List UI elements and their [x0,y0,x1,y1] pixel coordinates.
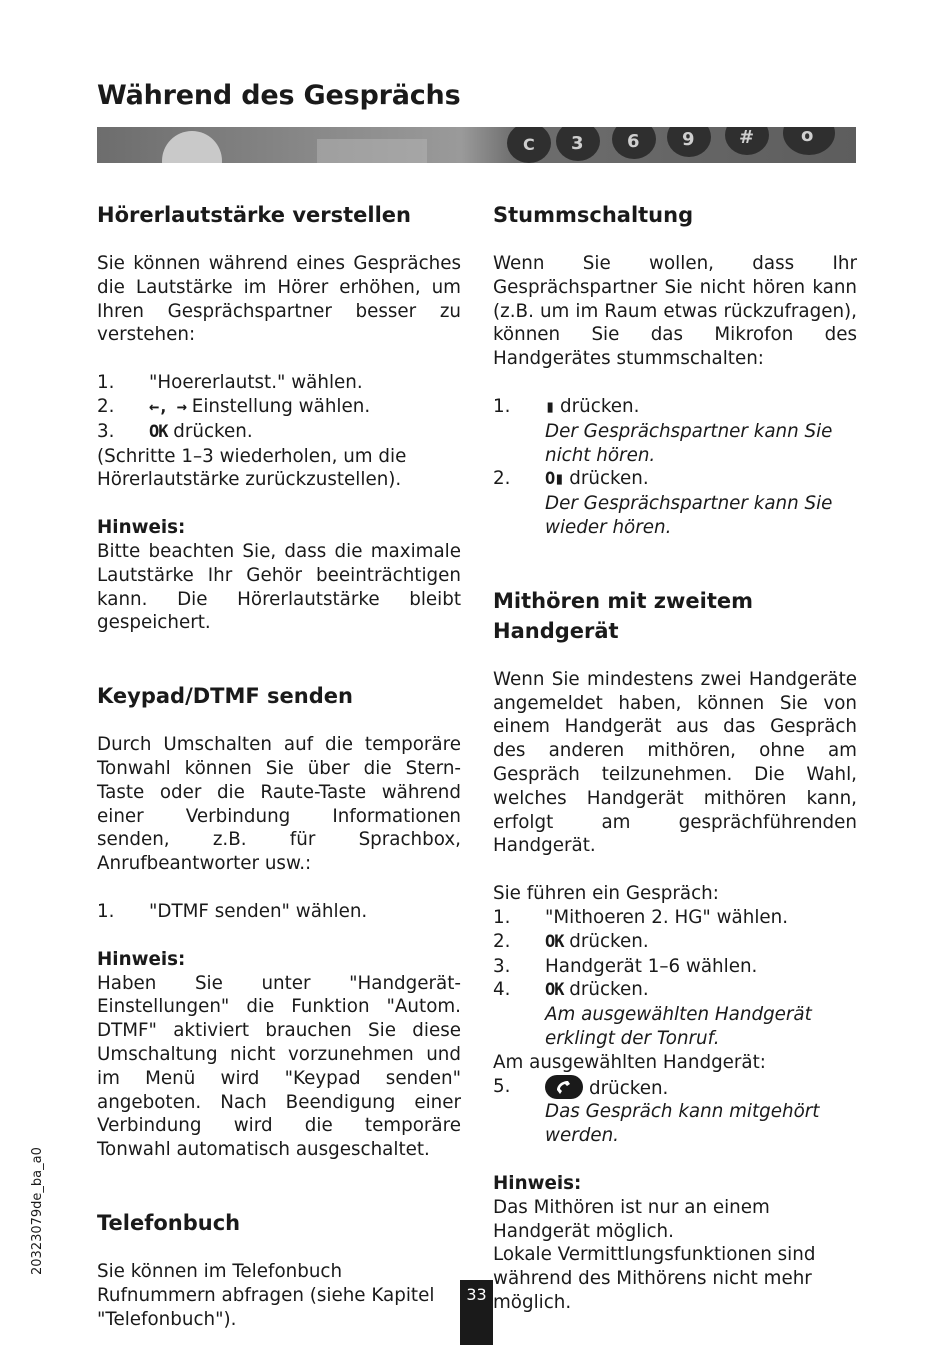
mithoeren-intro: Wenn Sie mindestens zwei Handgeräte angemeldet haben, können Sie von einem Handgerät aus das Gespräch des anderen mithören, ohne am Gespräch teilzunehmen. Die Wahl, welches Handgerät mithören kann, erfolgt am gesprächführenden Handgerät. [493,668,857,857]
list-item: 3. OK drücken. [97,420,253,442]
section-title-telefonbuch: Telefonbuch [97,1210,241,1235]
right-column [493,200,857,1315]
note-text: Bitte beachten Sie, dass die maximale Lautstärke Ihr Gehör beeinträchtigen kann. Die Hörerlautstärke bleibt gespeichert. [97,540,461,634]
section-title-keypad-dtmf: Keypad/DTMF senden [97,684,353,709]
keypad-dtmf-intro: Durch Umschalten auf die temporäre Tonwahl können Sie über die Stern-Taste oder die Raute-Taste während einer Verbindung Informationen senden, z.B. für Sprachbox, Anrufbeantworter usw.: [97,734,461,875]
list-item: 1. "Mithoeren 2. HG" wählen. [493,906,789,928]
list-item: 3. Handgerät 1–6 wählen. [493,955,758,977]
list-item: 2. OK drücken. [493,930,649,952]
section-title-stummschaltung: Stummschaltung [493,203,694,227]
unmute-key-icon: O▮ [545,469,564,490]
note-text: Lokale Vermittlungsfunktionen sind während des Mithörens nicht mehr möglich. [493,1244,816,1313]
banner-key-o: o [801,127,814,146]
hoererlautstaerke-intro: Sie können während eines Gespräches die Lautstärke im Hörer erhöhen, um Ihren Gesprächspartner besser zu verstehen: [97,253,461,346]
ok-key-icon: OK [545,931,564,952]
note-title: Hinweis: [97,517,186,539]
note-text: Das Mithören ist nur an einem Handgerät möglich. [493,1196,770,1242]
banner-key-c: C [523,135,535,154]
list-item: 4. OK drücken. [493,979,649,1001]
phone-call-key-icon [545,1075,583,1099]
mithoeren-lead: Sie führen ein Gespräch: [493,883,719,905]
document-code: 20323079de_ba_a0 [30,1147,45,1275]
page-number: 33 [460,1280,493,1345]
list-item: 2. O▮ drücken. [493,468,649,490]
stummschaltung-intro: Wenn Sie wollen, dass Ihr Gesprächspartner Sie nicht hören kann (z.B. um im Raum etwas rückzufragen), können Sie das Mikrofon des Handgerätes stummschalten: [493,253,857,370]
note-text: Haben Sie unter "Handgerät-Einstellungen" die Funktion "Autom. DTMF" aktiviert brauchen Sie diese Umschaltung nicht vorzunehmen und im Menü wird "Keypad senden" angeboten. Nach Beendigung einer Verbindung wird die temporäre Tonwahl automatisch ausgeschaltet. [97,972,461,1161]
step-result: Der Gesprächspartner kann Sie nicht hören. [545,420,833,466]
hoererlautstaerke-reset: (Schritte 1–3 wiederholen, um die Hörerlautstärke zurückzustellen). [97,445,407,491]
section-title-hoererlautstaerke: Hörerlautstärke verstellen [97,203,411,227]
mute-key-icon: ▮ [545,396,555,417]
note-title: Hinweis: [493,1172,582,1194]
list-item: 1. "DTMF senden" wählen. [97,900,368,922]
list-item: 5. drücken. [493,1075,669,1099]
banner-key-3: 3 [571,133,584,154]
banner-key-6: 6 [627,131,640,152]
list-item: 2. ←, → Einstellung wählen. [97,395,371,417]
telefonbuch-intro: Sie können im Telefonbuch Rufnummern abfragen (siehe Kapitel "Telefonbuch"). [97,1260,435,1330]
ok-key-icon: OK [545,980,564,1001]
section-title-mithoeren: Mithören mit zweitem Handgerät [493,588,754,643]
step-result: Am ausgewählten Handgerät erklingt der Tonruf. [545,1004,812,1049]
left-column [97,200,461,1331]
list-item: 1. "Hoererlautst." wählen. [97,372,363,394]
list-item: 1. ▮ drücken. [493,395,640,417]
banner-key-9: 9 [682,129,695,150]
ok-key-icon: OK [149,421,168,442]
mithoeren-mid: Am ausgewählten Handgerät: [493,1051,766,1073]
step-result: Das Gespräch kann mitgehört werden. [545,1101,820,1147]
note-title: Hinweis: [97,948,186,970]
page-title: Während des Gesprächs [97,80,461,111]
arrow-keys-icon: ←, → [149,396,186,417]
banner-key-hash: # [739,127,755,148]
handset-keypad-banner [97,127,856,163]
step-result: Der Gesprächspartner kann Sie wieder hören. [545,493,833,538]
